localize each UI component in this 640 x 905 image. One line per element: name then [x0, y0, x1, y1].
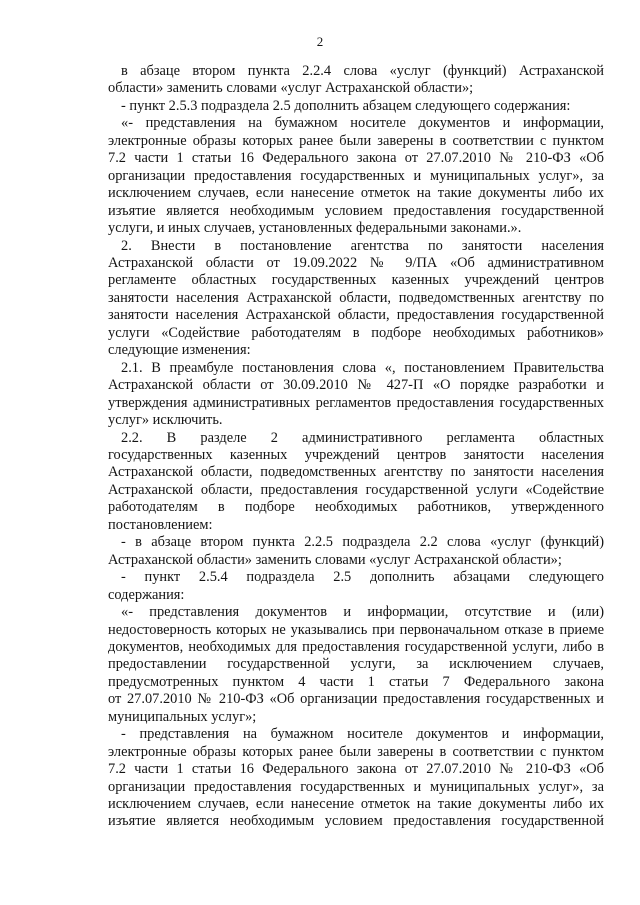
text-line: 7.2 части 1 статьи 16 Федерального закона от 27.07.2010 № 210-ФЗ «Об	[108, 761, 604, 778]
text-line: муниципальных услуг»;	[108, 708, 257, 725]
text-line: изъятие является необходимым условием предоставления государственной	[108, 813, 604, 830]
text-line: 2.1. В преамбуле постановления слова «, постановлением Правительства	[121, 359, 604, 376]
text-line: Астраханской области, подведомственных агентству по занятости населения	[108, 464, 604, 481]
text-line: содержания:	[108, 586, 185, 603]
page-number: 2	[316, 34, 324, 49]
text-line: 2. Внести в постановление агентства по занятости населения	[121, 237, 604, 254]
text-line: услуги, и иных случаев, установленных федеральными законами.».	[108, 220, 522, 237]
text-line: - пункт 2.5.3 подраздела 2.5 дополнить абзацем следующего содержания:	[121, 97, 571, 114]
text-line: Астраханской области, предоставления государственной услуги «Содействие	[108, 481, 604, 498]
text-line: следующие изменения:	[108, 342, 251, 359]
text-line: Астраханской области от 19.09.2022 № 9/ПА «Об административном	[108, 254, 604, 271]
text-line: предусмотренных пунктом 4 части 1 статьи 7 Федерального закона	[108, 673, 604, 690]
text-line: 2.2. В разделе 2 административного регламента областных	[121, 429, 604, 446]
text-line: изъятие является необходимым условием предоставления государственной	[108, 202, 604, 219]
text-line: области» заменить словами «услуг Астраханской области»;	[108, 80, 474, 97]
text-line: - пункт 2.5.4 подраздела 2.5 дополнить абзацами следующего	[121, 569, 604, 586]
text-line: - представления на бумажном носителе документов и информации,	[121, 726, 604, 743]
text-line: - в абзаце втором пункта 2.2.5 подраздела 2.2 слова «услуг (функций)	[121, 534, 604, 551]
text-line: организации предоставления государственных и муниципальных услуг», за	[108, 778, 604, 795]
text-line: исключением случаев, если нанесение отметок на такие документы либо их	[108, 185, 604, 202]
text-line: Астраханской области» заменить словами «услуг Астраханской области»;	[108, 551, 562, 568]
text-line: предоставлении государственной услуги, за исключением случаев,	[108, 656, 604, 673]
text-line: работодателям в подборе необходимых работников, утвержденного	[108, 499, 604, 516]
text-line: занятости населения Астраханской области, предоставления государственной	[108, 307, 604, 324]
text-line: занятости населения Астраханской области, подведомственных агентству по	[108, 289, 604, 306]
text-line: услуг» исключить.	[108, 412, 223, 429]
text-line: от 27.07.2010 № 210-ФЗ «Об организации предоставления государственных и	[108, 691, 604, 708]
text-line: услуги «Содействие работодателям в подборе необходимых работников»	[108, 324, 604, 341]
text-line: «- представления документов и информации, отсутствие и (или)	[121, 604, 604, 621]
text-line: государственных казенных учреждений центров занятости населения	[108, 446, 604, 463]
text-line: в абзаце втором пункта 2.2.4 слова «услуг (функций) Астраханской	[121, 63, 604, 79]
text-line: недостоверность которых не указывались при первоначальном отказе в приеме	[108, 621, 604, 638]
text-line: электронные образы которых ранее были заверены в соответствии с пунктом	[108, 743, 604, 760]
text-line: организации предоставления государственных и муниципальных услуг», за	[108, 167, 604, 184]
text-line: Астраханской области от 30.09.2010 № 427-П «О порядке разработки и	[108, 377, 604, 394]
text-line: постановлением:	[108, 516, 213, 533]
text-line: исключением случаев, если нанесение отметок на такие документы либо их	[108, 796, 604, 813]
document-body	[108, 63, 604, 831]
text-line: «- представления на бумажном носителе документов и информации,	[121, 115, 604, 132]
text-line: регламенте областных государственных казенных учреждений центров	[108, 272, 604, 289]
text-line: документов, необходимых для предоставления государственной услуги, либо в	[108, 638, 604, 655]
text-line: электронные образы которых ранее были заверены в соответствии с пунктом	[108, 132, 604, 149]
text-line: утверждения административных регламентов предоставления государственных	[108, 394, 604, 411]
text-line: 7.2 части 1 статьи 16 Федерального закона от 27.07.2010 № 210-ФЗ «Об	[108, 150, 604, 167]
